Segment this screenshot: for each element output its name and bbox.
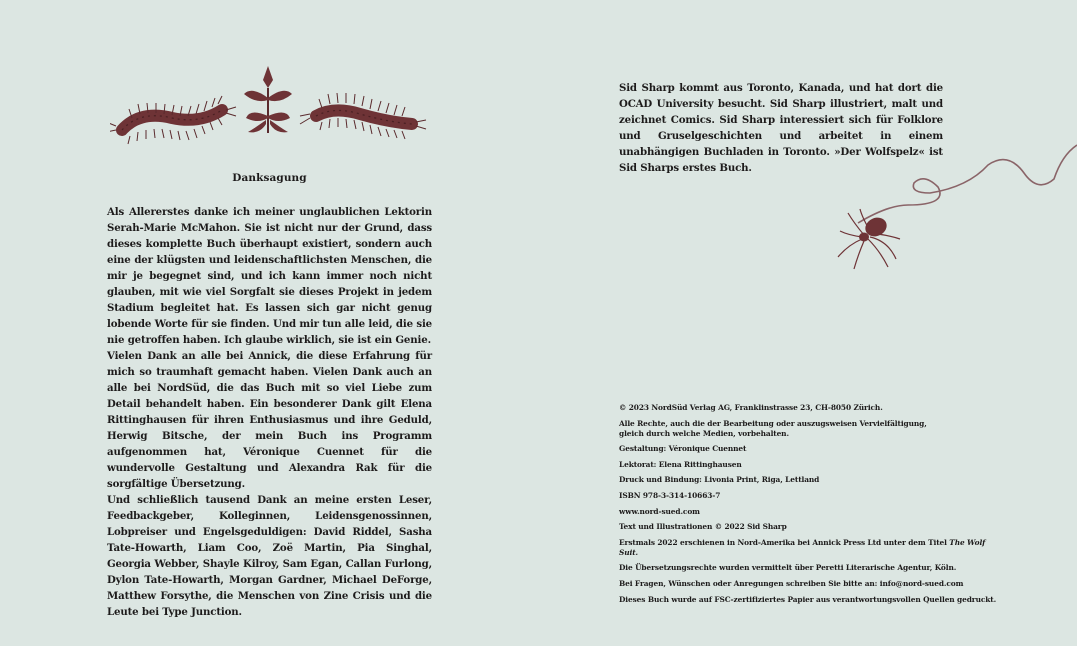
right-page: [538, 0, 1077, 646]
imprint-rights-line: Alle Rechte, auch die der Bearbeitung oder auszugsweisen Vervielfältigung,: [619, 418, 927, 428]
acknowledgements-paragraph: Vielen Dank an alle bei Annick, die diese Erfahrung für mich so traumhaft gemacht haben. Vielen Dank auch an alle bei NordSüd, die das Buch mit so viel Liebe zum Detail behandelt haben. Ein besonderer Dank gilt Elena Rittinghausen für ihren Enthusiasmus und ihre Geduld, Herwig Bitsche, der mein Buch ins Programm aufgenommen hat, Véronique Cuennet für die wundervolle Gestaltung und Alexandra Rak für die sorgfältige Übersetzung.: [107, 350, 432, 490]
imprint-contact: Bei Fragen, Wünschen oder Anregungen schreiben Sie bitte an: info@nord-sued.com: [619, 578, 964, 588]
imprint-translation-rights: Die Übersetzungsrechte wurden vermittelt über Peretti Literarische Agentur, Köln.: [619, 563, 957, 573]
spider-thread: [858, 145, 1077, 223]
imprint-rights-line: gleich durch welche Medien, vorbehalten.: [619, 428, 789, 438]
acknowledgements-paragraph: Als Allererstes danke ich meiner unglaublichen Lektorin Serah-Marie McMahon. Sie ist nicht nur der Grund, dass dieses komplette Buch überhaupt existiert, sondern auch eine der klügsten und leidenschaftlichsten Menschen, die mir je begegnet sind, und ich kann immer noch nicht glauben, mit wie viel Sorgfalt sie dieses Projekt in jedem Stadium begleitet hat. Es lassen sich gar nicht genug lobende Worte für sie finden. Und mir tun alle leid, die sie nie getroffen haben. Ich glaube wirklich, sie ist ein Genie.: [107, 206, 432, 346]
imprint-isbn: ISBN 978-3-314-10663-7: [619, 490, 721, 500]
imprint-design: Gestaltung: Véronique Cuennet: [619, 444, 747, 454]
author-bio: Sid Sharp kommt aus Toronto, Kanada, und hat dort die OCAD University besucht. Sid Sharp illustriert, malt und zeichnet Comics. Sid Sharp interessiert sich für Folklore und Gruselgeschichten und arbeitet in einem unabhängigen Buchladen in Toronto. »Der Wolfspelz« ist Sid Sharps erstes Buch.: [619, 82, 943, 174]
acknowledgements-heading: Danksagung: [232, 172, 307, 184]
left-page: [0, 0, 538, 646]
imprint-copyright: © 2023 NordSüd Verlag AG, Franklinstrasse 23, CH-8050 Zürich.: [619, 403, 883, 412]
imprint-text-illustrations: Text und Illustrationen © 2022 Sid Sharp: [619, 522, 787, 532]
imprint-block: [619, 403, 999, 610]
imprint-website: www.nord-sued.com: [619, 506, 700, 516]
acknowledgements-paragraph: Und schließlich tausend Dank an meine ersten Leser, Feedbackgeber, Kolleginnen, Leidensgenossinnen, Lobpreiser und Engelsgeduldigen: David Riddel, Sasha Tate-Howarth, Liam Coo, Zoë Martin, Pia Singhal, Georgia Webber, Shayle Kilroy, Sam Egan, Callan Furlong, Dylon Tate-Howarth, Morgan Gardner, Michael DeForge, Matthew Forsythe, die Menschen von Zine Crisis und die Leute bei Type Junction.: [107, 494, 432, 618]
centipedes-and-sprig-illustration: [110, 58, 430, 158]
spider-on-thread-illustration: [818, 135, 1077, 280]
imprint-rights: [619, 419, 999, 439]
imprint-first-published-text: Erstmals 2022 erschienen in Nord-Amerika bei Annick Press Ltd unter dem Titel: [619, 537, 950, 547]
acknowledgements-text: [107, 204, 432, 620]
sprig-icon: [244, 66, 292, 133]
right-centipede-icon: [300, 93, 426, 139]
imprint-first-published: [619, 538, 999, 558]
imprint-original-title: The Wolf Suit.: [619, 537, 986, 557]
imprint-printing: Druck und Bindung: Livonia Print, Riga, Lettland: [619, 475, 820, 485]
left-centipede-icon: [110, 96, 236, 144]
imprint-paper: Dieses Buch wurde auf FSC-zertifiziertes Papier aus verantwortungsvollen Quellen gedruckt.: [619, 594, 997, 604]
spider-icon: [838, 209, 900, 269]
imprint-editor: Lektorat: Elena Rittinghausen: [619, 459, 742, 469]
